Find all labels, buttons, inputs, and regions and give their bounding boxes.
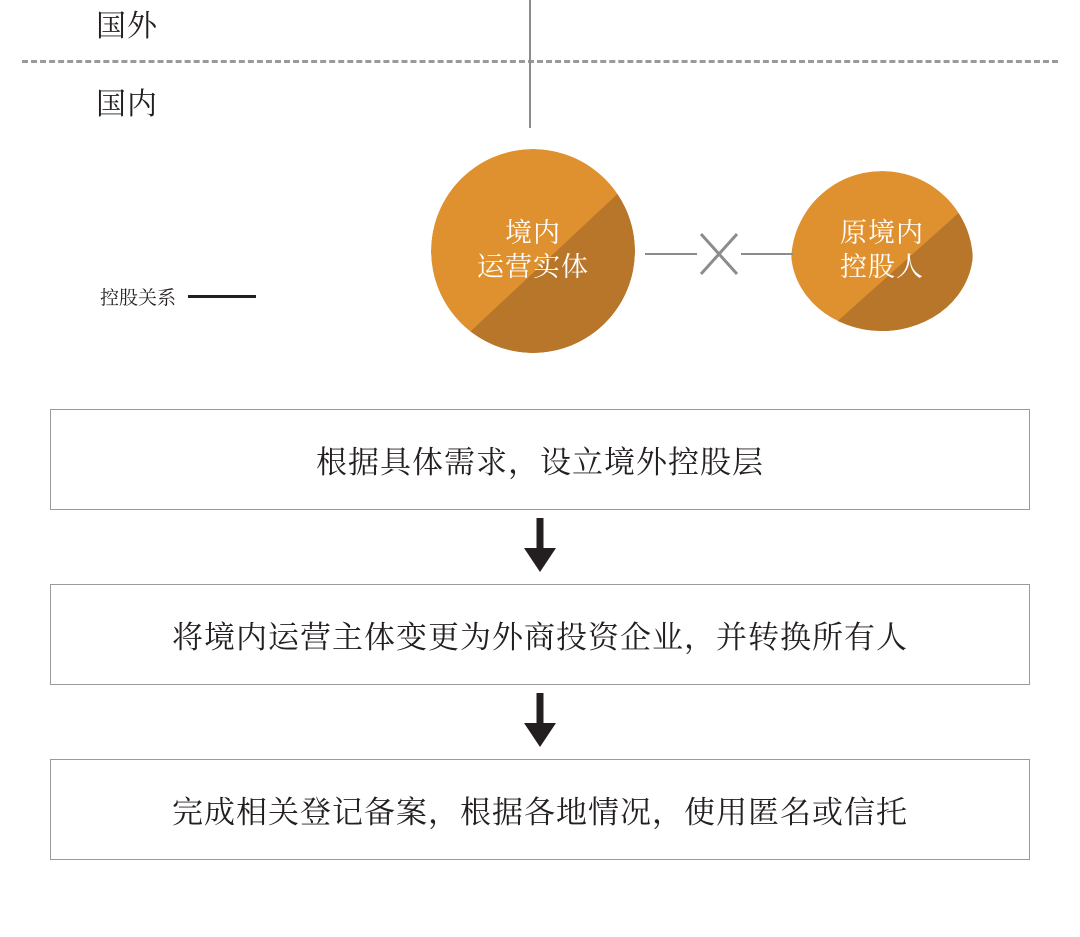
process-step-3-label: 完成相关登记备案，根据各地情况，使用匿名或信托 [172, 795, 908, 830]
entity-domestic-operating-entity [431, 149, 635, 353]
legend [100, 283, 256, 310]
entity-label [477, 217, 589, 285]
process-step-1 [50, 409, 1030, 510]
entity-label-line2: 运营实体 [477, 252, 589, 282]
region-label-domestic: 国内 [96, 88, 158, 121]
process-step-2-label: 将境内运营主体变更为外商投资企业，并转换所有人 [172, 620, 908, 655]
process-step-2 [50, 584, 1030, 685]
entity-label-line1: 原境内 [840, 218, 924, 249]
offshore-connector-line [529, 0, 531, 128]
process-step-3 [50, 759, 1030, 860]
process-step-1-label: 根据具体需求，设立境外控股层 [316, 445, 764, 480]
legend-line-icon [188, 295, 256, 298]
region-label-abroad: 国外 [96, 10, 158, 43]
entity-label [840, 217, 924, 285]
entity-label-line1: 境内 [505, 218, 561, 249]
severed-relation-icon [645, 228, 793, 280]
arrow-down-icon [517, 691, 563, 749]
abroad-domestic-divider [22, 60, 1058, 63]
entity-label-line2: 控股人 [840, 252, 924, 282]
legend-label: 控股关系 [100, 288, 177, 309]
entity-original-domestic-holder [791, 171, 973, 331]
arrow-down-icon [517, 516, 563, 574]
